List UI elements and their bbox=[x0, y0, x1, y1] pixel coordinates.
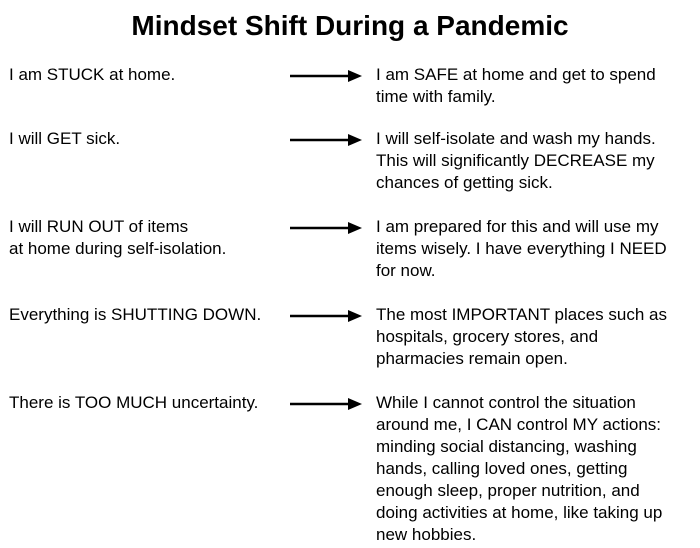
positive-thought: The most IMPORTANT places such as hospitals, grocery stores, and pharmacies remain open. bbox=[376, 305, 667, 368]
positive-thought: I am prepared for this and will use my items wisely. I have everything I NEED for now. bbox=[376, 217, 667, 280]
negative-thought: Everything is SHUTTING DOWN. bbox=[9, 305, 262, 324]
right-arrow-icon bbox=[290, 221, 362, 235]
positive-thought: I will self-isolate and wash my hands. This will significantly DECREASE my chances of getting sick. bbox=[376, 129, 656, 192]
right-arrow-icon bbox=[290, 309, 362, 323]
right-arrow-icon bbox=[290, 69, 362, 83]
positive-thought: While I cannot control the situation around me, I CAN control MY actions: minding social distancing, washing hands, calling loved ones, getting enough sleep, proper nutrition, and doing activities at home, like taking up new hobbies. bbox=[376, 393, 663, 544]
negative-thought: I will RUN OUT of items at home during self-isolation. bbox=[9, 217, 227, 258]
page-title: Mindset Shift During a Pandemic bbox=[131, 10, 569, 41]
right-arrow-icon bbox=[290, 397, 362, 411]
positive-thought: I am SAFE at home and get to spend time with family. bbox=[376, 65, 656, 106]
right-arrow-icon bbox=[290, 133, 362, 147]
negative-thought: I am STUCK at home. bbox=[9, 65, 176, 84]
negative-thought: I will GET sick. bbox=[9, 129, 121, 148]
negative-thought: There is TOO MUCH uncertainty. bbox=[9, 393, 259, 412]
